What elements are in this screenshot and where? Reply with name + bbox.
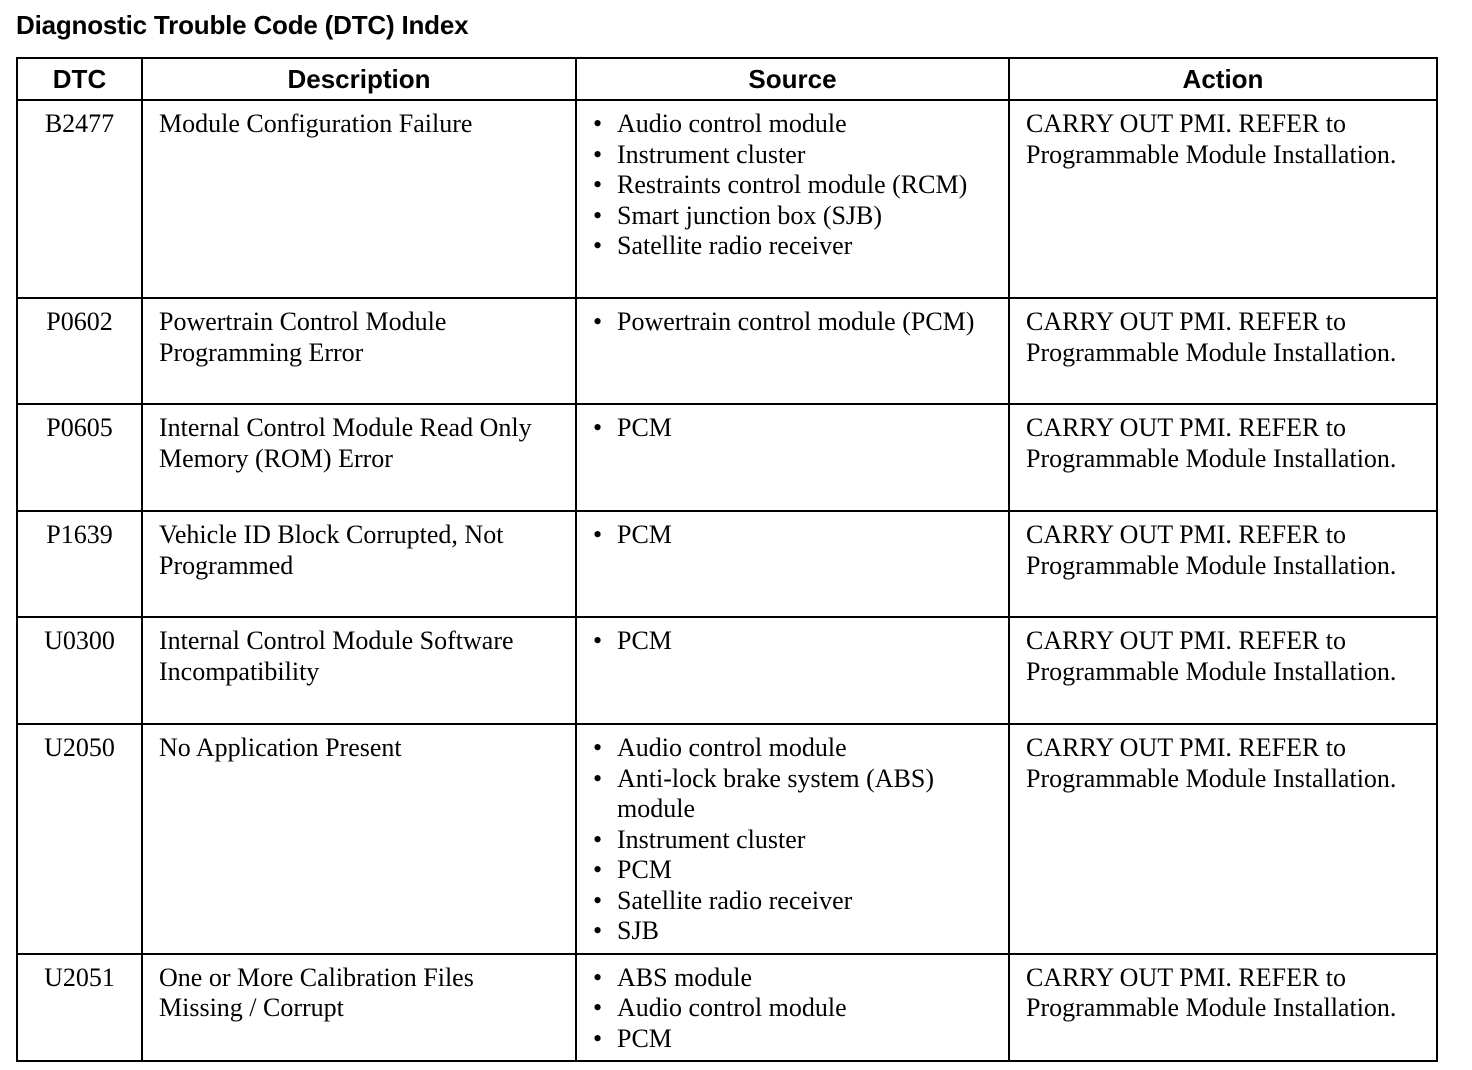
dtc-action: CARRY OUT PMI. REFER to Programmable Module Installation. bbox=[1009, 617, 1437, 724]
source-item: • ABS module bbox=[591, 963, 996, 994]
source-item: • Powertrain control module (PCM) bbox=[591, 307, 996, 338]
dtc-sources bbox=[576, 298, 1009, 404]
dtc-description: One or More Calibration Files Missing / Corrupt bbox=[142, 954, 576, 1062]
dtc-sources bbox=[576, 954, 1009, 1062]
source-item: • PCM bbox=[591, 413, 996, 444]
dtc-sources bbox=[576, 511, 1009, 617]
table-row bbox=[17, 724, 1437, 954]
source-item: • Instrument cluster bbox=[591, 825, 996, 856]
source-item: • PCM bbox=[591, 626, 996, 657]
dtc-code: P0602 bbox=[17, 298, 142, 404]
dtc-sources bbox=[576, 100, 1009, 298]
dtc-action: CARRY OUT PMI. REFER to Programmable Module Installation. bbox=[1009, 404, 1437, 511]
source-item: • SJB bbox=[591, 916, 996, 947]
dtc-action: CARRY OUT PMI. REFER to Programmable Module Installation. bbox=[1009, 724, 1437, 954]
dtc-sources bbox=[576, 617, 1009, 724]
dtc-index-table bbox=[16, 57, 1438, 1062]
header-source: Source bbox=[576, 58, 1009, 100]
table-row bbox=[17, 100, 1437, 298]
dtc-description: Module Configuration Failure bbox=[142, 100, 576, 298]
dtc-description: Internal Control Module Read Only Memory (ROM) Error bbox=[142, 404, 576, 511]
dtc-code: B2477 bbox=[17, 100, 142, 298]
source-item: • Audio control module bbox=[591, 993, 996, 1024]
dtc-code: U2050 bbox=[17, 724, 142, 954]
dtc-code: U2051 bbox=[17, 954, 142, 1062]
dtc-action: CARRY OUT PMI. REFER to Programmable Module Installation. bbox=[1009, 954, 1437, 1062]
source-item: • Smart junction box (SJB) bbox=[591, 201, 996, 232]
dtc-code: U0300 bbox=[17, 617, 142, 724]
table-row bbox=[17, 511, 1437, 617]
table-row bbox=[17, 404, 1437, 511]
header-action: Action bbox=[1009, 58, 1437, 100]
source-item: • Restraints control module (RCM) bbox=[591, 170, 996, 201]
table-row bbox=[17, 954, 1437, 1062]
source-item: • Satellite radio receiver bbox=[591, 886, 996, 917]
source-item: • Instrument cluster bbox=[591, 140, 996, 171]
dtc-description: No Application Present bbox=[142, 724, 576, 954]
source-item: • Anti-lock brake system (ABS) module bbox=[591, 764, 996, 825]
dtc-sources bbox=[576, 404, 1009, 511]
header-dtc: DTC bbox=[17, 58, 142, 100]
source-item: • PCM bbox=[591, 520, 996, 551]
dtc-sources bbox=[576, 724, 1009, 954]
dtc-code: P1639 bbox=[17, 511, 142, 617]
dtc-action: CARRY OUT PMI. REFER to Programmable Module Installation. bbox=[1009, 100, 1437, 298]
dtc-description: Internal Control Module Software Incompatibility bbox=[142, 617, 576, 724]
dtc-description: Powertrain Control Module Programming Error bbox=[142, 298, 576, 404]
header-description: Description bbox=[142, 58, 576, 100]
dtc-code: P0605 bbox=[17, 404, 142, 511]
source-item: • PCM bbox=[591, 1024, 996, 1055]
table-header-row bbox=[17, 58, 1437, 100]
dtc-description: Vehicle ID Block Corrupted, Not Programmed bbox=[142, 511, 576, 617]
source-item: • Satellite radio receiver bbox=[591, 231, 996, 262]
source-item: • PCM bbox=[591, 855, 996, 886]
dtc-action: CARRY OUT PMI. REFER to Programmable Module Installation. bbox=[1009, 511, 1437, 617]
table-row bbox=[17, 617, 1437, 724]
table-row bbox=[17, 298, 1437, 404]
source-item: • Audio control module bbox=[591, 733, 996, 764]
source-item: • Audio control module bbox=[591, 109, 996, 140]
page-title: Diagnostic Trouble Code (DTC) Index bbox=[16, 10, 469, 40]
dtc-action: CARRY OUT PMI. REFER to Programmable Module Installation. bbox=[1009, 298, 1437, 404]
